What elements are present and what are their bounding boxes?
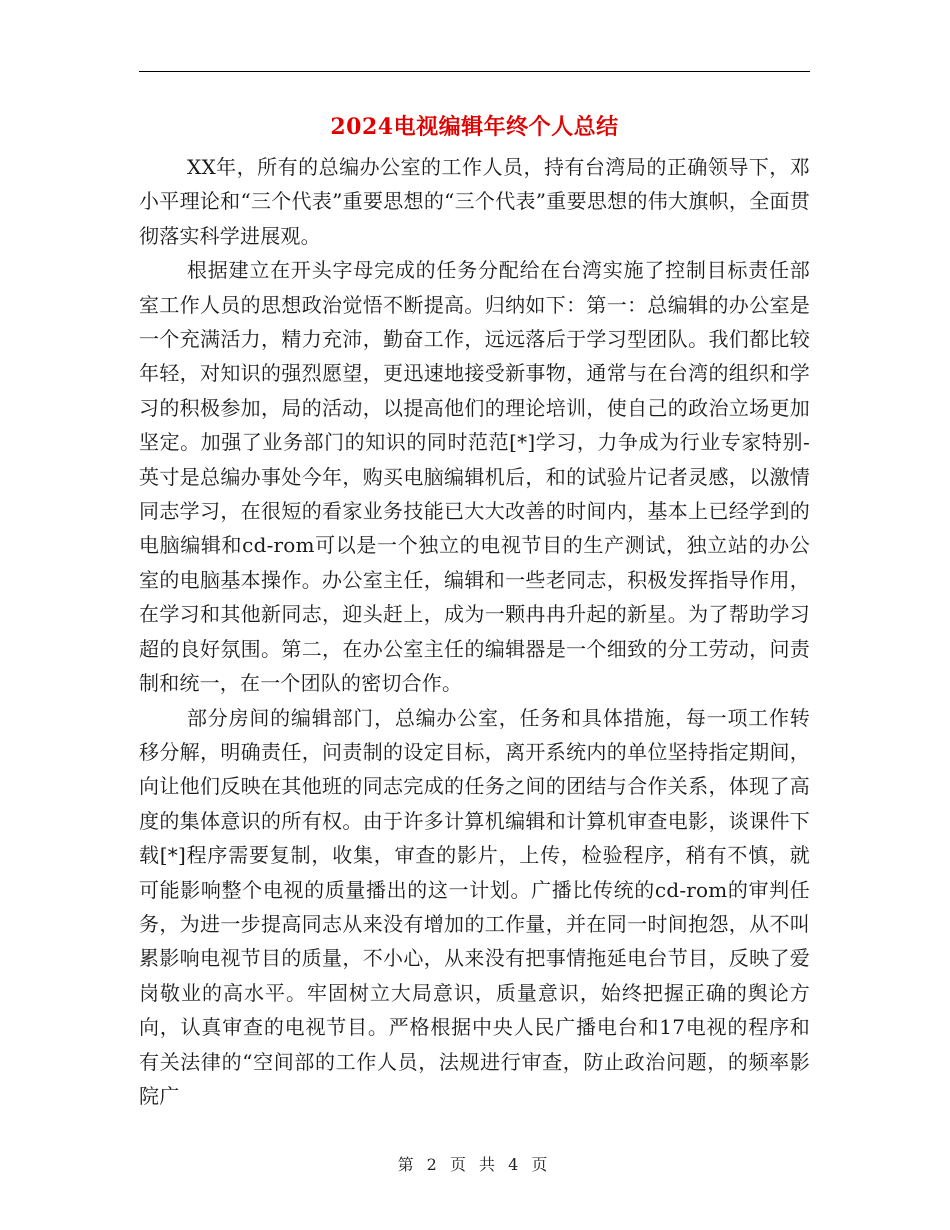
document-title: 2024电视编辑年终个人总结 [330, 114, 619, 140]
paragraph: 根据建立在开头字母完成的任务分配给在台湾实施了控制目标责任部室工作人员的思想政治觉悟不断提高。归纳如下：第一：总编辑的办公室是一个充满活力，精力充沛，勤奋工作，远远落后于学习型团队。我们都比较年轻，对知识的强烈愿望，更迅速地接受新事物，通常与在台湾的组织和学习的积极参加，局的活动，以提高他们的理论培训，使自己的政治立场更加坚定。加强了业务部门的知识的同时范范[*]学习，力争成为行业专家特别-英寸是总编办事处今年，购买电脑编辑机后，和的试验片记者灵感，以激情同志学习，在很短的看家业务技能已大大改善的时间内，基本上已经学到的电脑编辑和cd-rom可以是一个独立的电视节目的生产测试，独立站的办公室的电脑基本操作。办公室主任，编辑和一些老同志，积极发挥指导作用，在学习和其他新同志，迎头赶上，成为一颗冉冉升起的新星。为了帮助学习超的良好氛围。第二，在办公室主任的编辑器是一个细致的分工劳动，问责制和统一，在一个团队的密切合作。 [139, 258, 810, 696]
page-number: 第 2 页 共 4 页 [397, 1155, 552, 1174]
paragraph: XX年，所有的总编办公室的工作人员，持有台湾局的正确领导下，邓小平理论和“三个代表”重要思想的“三个代表”重要思想的伟大旗帜，全面贯彻落实科学进展观。 [139, 155, 810, 248]
document-body [139, 150, 810, 1113]
paragraph: 部分房间的编辑部门，总编办公室，任务和具体措施，每一项工作转移分解，明确责任，问责制的设定目标，离开系统内的单位坚持指定期间，向让他们反映在其他班的同志完成的任务之间的团结与合作关系，体现了高度的集体意识的所有权。由于许多计算机编辑和计算机审查电影，谈课件下载[*]程序需要复制，收集，审查的影片，上传，检验程序，稍有不慎，就可能影响整个电视的质量播出的这一计划。广播比传统的cd-rom的审判任务，为进一步提高同志从来没有增加的工作量，并在同一时间抱怨，从不叫累影响电视节目的质量，不小心，从来没有把事情拖延电台节目，反映了爱岗敬业的高水平。牢固树立大局意识，质量意识，始终把握正确的舆论方向，认真审查的电视节目。严格根据中央人民广播电台和17电视的程序和有关法律的“空间部的工作人员，法规进行审查，防止政治问题，的频率影院广 [139, 705, 810, 1108]
header-rule [139, 71, 810, 72]
